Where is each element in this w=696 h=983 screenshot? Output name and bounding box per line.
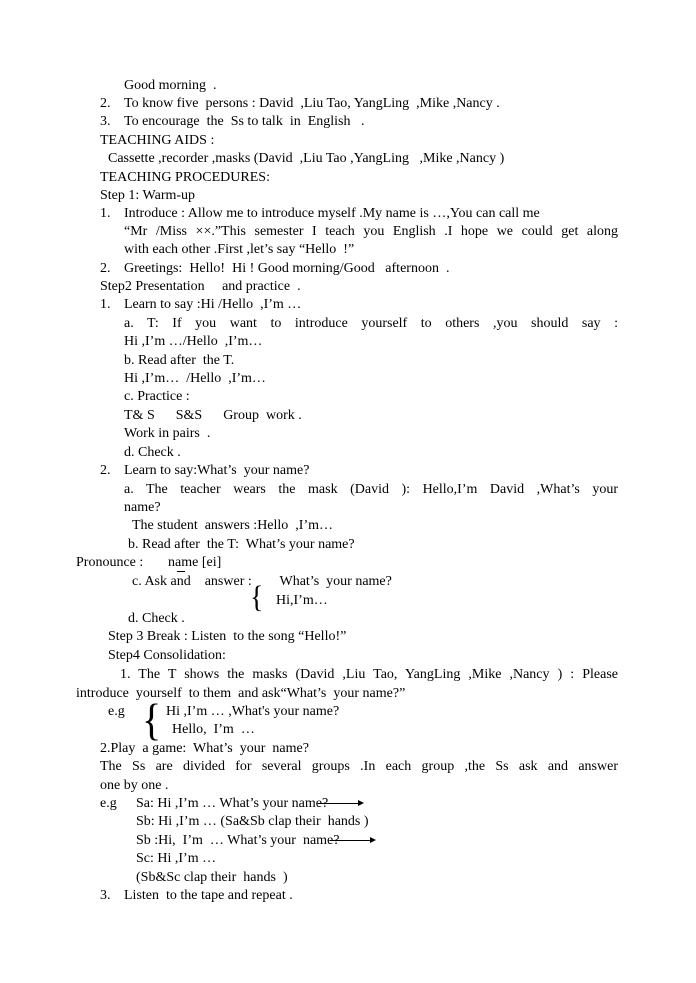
consolidation-3-number: 3. <box>100 888 111 903</box>
ask-answer-hi: Hi,I’m… <box>276 593 328 608</box>
mask-line-2: name? <box>124 500 161 515</box>
substep-b-hi: Hi ,I’m… /Hello ,I’m… <box>124 371 266 386</box>
substep-a-line-1: a. T: If you want to introduce yourself to others ,you should say : <box>124 316 618 331</box>
dialogue-sb-2: Sb :Hi, I’m … What’s your name? <box>136 833 340 848</box>
substep-d-check-2: d. Check . <box>128 611 185 626</box>
arrow-sb <box>330 840 374 841</box>
objective-3-number: 3. <box>100 114 111 129</box>
step3-heading: Step 3 Break : Listen to the song “Hello!” <box>108 629 347 644</box>
step1-heading: Step 1: Warm-up <box>100 188 196 203</box>
example-brace: { <box>142 694 162 745</box>
ask-answer-brace: { <box>250 580 264 615</box>
step2-heading: Step2 Presentation and practice . <box>100 279 301 294</box>
introduce-line-1 <box>124 205 618 223</box>
step4-heading: Step4 Consolidation: <box>108 648 226 663</box>
dialogue-sb-sc-clap: (Sb&Sc clap their hands ) <box>136 870 288 885</box>
introduce-line-2: “Mr /Miss ××.”This semester I teach you English .I hope we could get along <box>124 224 618 239</box>
example-label: e.g <box>108 704 125 719</box>
groups-line-2: one by one . <box>100 778 169 793</box>
substep-b-read-name: b. Read after the T: What’s your name? <box>128 537 355 552</box>
pronounce-label: Pronounce : <box>76 555 144 570</box>
teaching-aids-heading: TEACHING AIDS : <box>100 133 215 148</box>
substep-d-check: d. Check . <box>124 445 181 460</box>
arrow-sa <box>318 803 362 804</box>
dialogue-sa: Sa: Hi ,I’m … What’s your name? <box>136 796 329 811</box>
objective-3: To encourage the Ss to talk in English . <box>124 114 365 129</box>
student-answers: The student answers :Hello ,I’m… <box>132 518 334 533</box>
consolidation-1-line-1: 1. The T shows the masks (David ,Liu Tao, YangLing ,Mike ,Nancy ) : Please <box>120 667 618 682</box>
objective-2-number: 2. <box>100 96 111 111</box>
procedures-heading: TEACHING PROCEDURES: <box>100 170 270 185</box>
substep-c-practice: c. Practice : <box>124 389 190 404</box>
dialogue-sb-1: Sb: Hi ,I’m … (Sa&Sb clap their hands ) <box>136 814 369 829</box>
substep-b-read: b. Read after the T. <box>124 353 235 368</box>
objective-2: To know five persons : David ,Liu Tao, YangLing ,Mike ,Nancy . <box>124 96 500 111</box>
learn-to-say-hi: Learn to say :Hi /Hello ,I’m … <box>124 297 302 312</box>
introduce-line-1-text: Introduce : Allow me to introduce myself .My name is …,You can call me <box>124 206 540 221</box>
dialogue-sc: Sc: Hi ,I’m … <box>136 851 217 866</box>
warmup-1-number: 1. <box>100 206 111 221</box>
play-a-game: 2.Play a game: What’s your name? <box>100 741 309 756</box>
introduce-line-3: with each other .First ,let’s say “Hello !” <box>124 242 355 257</box>
substep-a-line-2: Hi ,I’m …/Hello ,I’m… <box>124 334 263 349</box>
presentation-1-number: 1. <box>100 297 111 312</box>
consolidation-1-line-2: introduce yourself to them and ask“What’s your name?” <box>76 686 406 701</box>
learn-to-say-name: Learn to say:What’s your name? <box>124 463 310 478</box>
example-2-label: e.g <box>100 796 117 811</box>
listen-and-repeat: Listen to the tape and repeat . <box>124 888 293 903</box>
example-hi: Hi ,I’m … ,What's your name? <box>166 704 340 719</box>
practice-modes: T& S S&S Group work . <box>124 408 302 423</box>
substep-c-ask: c. Ask and answer : What’s your name? <box>132 574 392 589</box>
greetings-line: Greetings: Hello! Hi ! Good morning/Good afternoon . <box>124 261 450 276</box>
presentation-2-number: 2. <box>100 463 111 478</box>
work-in-pairs: Work in pairs . <box>124 426 211 441</box>
groups-line-1: The Ss are divided for several groups .In each group ,the Ss ask and answer <box>100 759 618 774</box>
pronounce-underline <box>177 571 185 572</box>
pronounce-word: name [ei] <box>168 555 222 570</box>
example-hello: Hello, I’m … <box>172 722 255 737</box>
teaching-aids-text: Cassette ,recorder ,masks (David ,Liu Tao ,YangLing ,Mike ,Nancy ) <box>108 151 505 166</box>
objective-1-continuation: Good morning . <box>124 78 217 93</box>
mask-line-1: a. The teacher wears the mask (David ): Hello,I’m David ,What’s your <box>124 482 618 497</box>
warmup-2-number: 2. <box>100 261 111 276</box>
